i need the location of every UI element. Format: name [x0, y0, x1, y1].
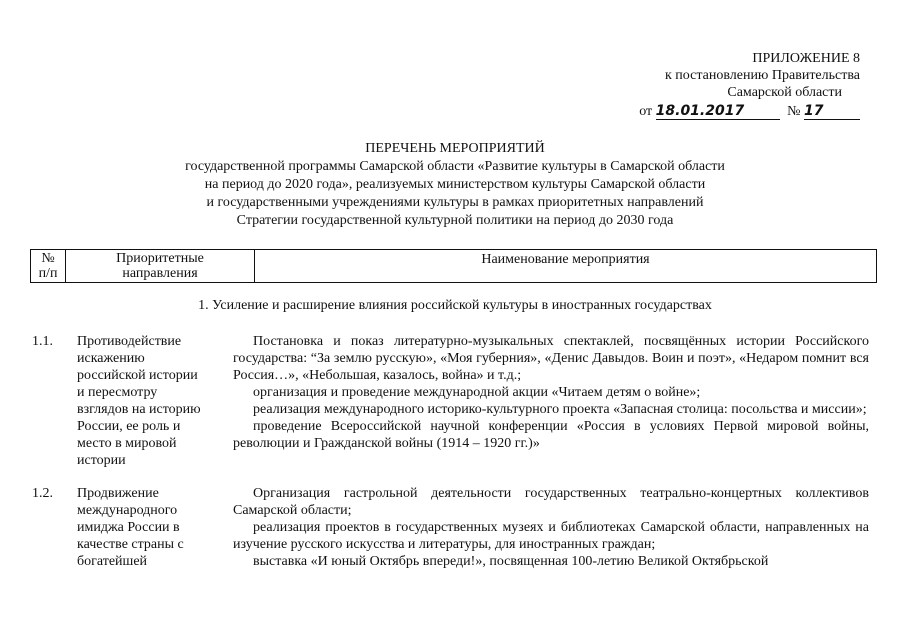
title-line-1: государственной программы Самарской области «Развитие культуры в Самарской области [185, 159, 725, 174]
title-heading: ПЕРЕЧЕНЬ МЕРОПРИЯТИЙ [365, 141, 545, 156]
direction-line: место в мировой [77, 436, 177, 451]
header-number-line-1: № [41, 251, 55, 266]
row-number-1-2: 1.2. [32, 486, 53, 501]
direction-line: и пересмотру [77, 385, 158, 400]
row-events-1-1 [233, 333, 869, 452]
title-line-3: и государственными учреждениями культуры в рамках приоритетных направлений [206, 195, 704, 210]
handwritten-number: 17 [804, 104, 860, 120]
event-item: реализация проектов в государственных музеях и библиотеках Самарской области, направленных на изучение русского искусства и литературы, для иностранных граждан; [233, 520, 869, 552]
event-item: реализация международного историко-культурного проекта «Запасная столица: посольства и миссии»; [253, 402, 867, 417]
header-direction-line-2: направления [122, 266, 198, 281]
direction-line: международного [77, 503, 178, 518]
title-line-4: Стратегии государственной культурной политики на период до 2030 года [236, 213, 674, 228]
direction-line: истории [77, 453, 126, 468]
row-events-1-2 [233, 485, 869, 570]
header-number-cell [31, 250, 66, 283]
number-prefix: № [787, 104, 801, 119]
direction-line: России, ее роль и [77, 419, 181, 434]
handwritten-date: 18.01.2017 [656, 104, 780, 120]
direction-line: искажению [77, 351, 145, 366]
direction-line: взглядов на историю [77, 402, 201, 417]
event-item: Организация гастрольной деятельности государственных театрально-концертных коллективов Самарской области; [233, 486, 869, 518]
direction-line: имиджа России в [77, 520, 180, 535]
event-item: проведение Всероссийской научной конференции «Россия в условиях Первой мировой войны, революции и Гражданской войны (1914 – 1920 гг.)» [233, 419, 869, 451]
row-direction-1-2 [77, 485, 227, 570]
direction-line: российской истории [77, 368, 198, 383]
header-direction-line-1: Приоритетные [116, 251, 204, 266]
appendix-line-2: Самарской области [727, 85, 842, 100]
row-direction-1-1 [77, 333, 227, 469]
direction-line: качестве страны с [77, 537, 184, 552]
header-direction-cell [66, 250, 255, 283]
direction-line: Продвижение [77, 486, 159, 501]
event-item: Постановка и показ литературно-музыкальных спектаклей, посвящённых истории Российского государства: “За землю русскую», «Моя губерния», «Денис Давыдов. Воин и поэт», «Недаром помнит вся Россия…», «Небольшая, казалось, война» и т.д.; [233, 334, 869, 383]
appendix-title: ПРИЛОЖЕНИЕ 8 [752, 51, 860, 66]
row-number-1-1: 1.1. [32, 334, 53, 349]
direction-line: богатейшей [77, 554, 148, 569]
date-prefix: от [639, 104, 653, 119]
table-header [30, 249, 877, 283]
header-events-cell: Наименование мероприятия [481, 252, 650, 267]
section-title: 1. Усиление и расширение влияния российской культуры в иностранных государствах [198, 298, 712, 313]
event-item: выставка «И юный Октябрь впереди!», посвященная 100-летию Великой Октябрьской [253, 554, 769, 569]
header-number-line-2: п/п [38, 266, 58, 281]
document-title [60, 140, 850, 230]
event-item: организация и проведение международной акции «Читаем детям о войне»; [253, 385, 701, 400]
appendix-line-1: к постановлению Правительства [664, 68, 860, 83]
appendix-block [560, 50, 860, 120]
direction-line: Противодействие [77, 334, 182, 349]
appendix-date-line [560, 103, 860, 120]
title-line-2: на период до 2020 года», реализуемых министерством культуры Самарской области [204, 177, 706, 192]
